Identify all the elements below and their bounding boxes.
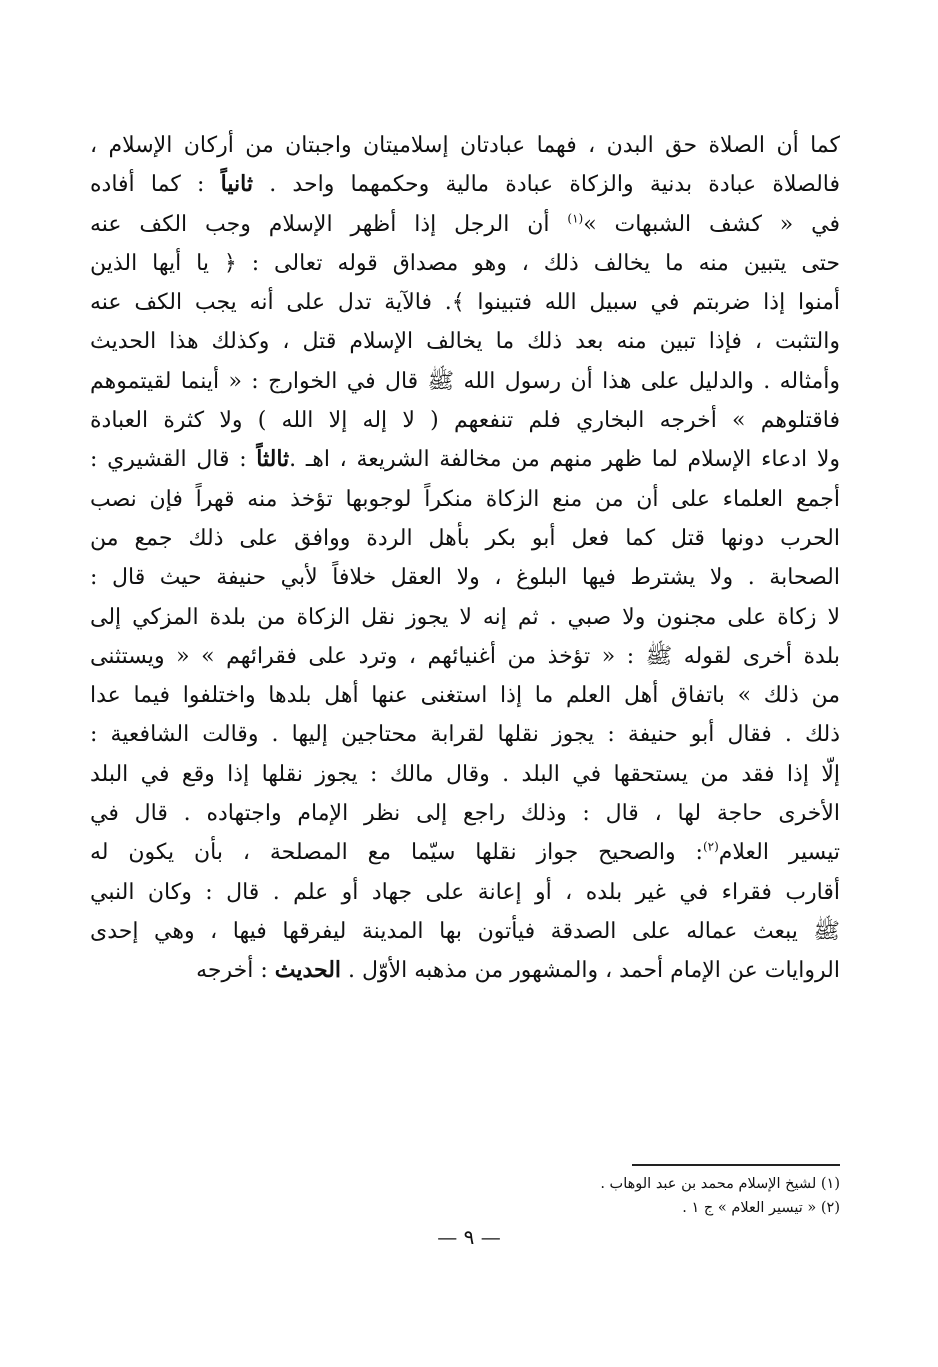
text-segment: أن الرجل إذا أظهر الإسلام وجب الكف عنه xyxy=(90,211,568,237)
text-line xyxy=(90,362,840,401)
text-line xyxy=(90,480,840,519)
page-number: — ٩ — xyxy=(437,1225,501,1249)
text-line xyxy=(90,676,840,715)
text-segment: في « كشف الشبهات » xyxy=(583,211,840,237)
text-segment: الصحابة . ولا يشترط فيها البلوغ ، ولا العقل خلافاً لأبي حنيفة حيث قال : xyxy=(90,565,840,591)
text-line xyxy=(90,794,840,833)
text-segment: ولا ادعاء الإسلام لما ظهر منهم من مخالفة الشريعة ، اهـ . xyxy=(289,447,840,473)
text-segment: تيسير العلام xyxy=(718,840,840,866)
text-segment: لا زكاة على مجنون ولا صبي . ثم إنه لا يجوز نقل الزكاة من بلدة المزكي إلى xyxy=(90,604,840,630)
text-segment: وأمثاله . والدليل على هذا أن رسول الله ﷺ قال في الخوارج : « أينما لقيتموهم xyxy=(90,368,840,394)
text-line xyxy=(90,322,840,361)
text-line xyxy=(90,126,840,165)
text-segment: : قال القشيري : xyxy=(90,447,257,473)
text-line xyxy=(90,873,840,912)
text-line xyxy=(90,519,840,558)
footnote-separator xyxy=(632,1164,840,1166)
text-line xyxy=(90,715,840,754)
text-segment: ﷺ يبعث عماله على الصدقة فيأتون بها المدينة ليفرقها فيها ، وهي إحدى xyxy=(90,918,840,944)
text-line xyxy=(90,283,840,322)
text-segment: كما أن الصلاة حق البدن ، فهما عبادتان إسلاميتان واجبتان من أركان الإسلام ، xyxy=(90,133,840,158)
text-line xyxy=(90,637,840,676)
text-line xyxy=(90,755,840,794)
text-line xyxy=(90,598,840,637)
text-segment: إلّا إذا فقد من يستحقها في البلد . وقال مالك : يجوز نقلها إذا وقع في البلد xyxy=(90,761,840,787)
text-line xyxy=(90,912,840,951)
text-segment: الحرب دونها قتل كما فعل أبو بكر بأهل الردة ووافق على ذلك جمع من xyxy=(90,525,840,551)
footnotes xyxy=(300,1172,840,1220)
text-segment: فالصلاة عبادة بدنية والزكاة عبادة مالية وحكمهما واحد . xyxy=(252,172,840,198)
bold-heading-word: ثالثاً xyxy=(256,446,290,473)
text-segment: : أخرجه xyxy=(196,958,275,984)
text-segment: أمنوا إذا ضربتم في سبيل الله فتبينوا ﴾. فالآية تدل على أنه يجب الكف عنه xyxy=(90,290,840,316)
text-line xyxy=(90,833,840,872)
main-text xyxy=(90,126,840,991)
text-line xyxy=(90,165,840,204)
text-segment: أقارب فقراء في غير بلده ، أو إعانة على جهاد أو علم . قال : وكان النبي xyxy=(90,879,840,905)
bold-heading-word: الحديث xyxy=(274,957,342,984)
text-line xyxy=(90,951,840,990)
footnote-1: (١) لشيخ الإسلام محمد بن عبد الوهاب . xyxy=(600,1176,840,1192)
text-segment: والتثبت ، فإذا تبين منه بعد ذلك ما يخالف الإسلام قتل ، وكذلك هذا الحديث xyxy=(90,329,840,355)
text-segment: فاقتلوهم » أخرجه البخاري فلم تنفعهم ( لا إله إلا الله ) ولا كثرة العبادة xyxy=(90,408,840,434)
text-segment: حتى يتبين منه ما يخالف ذلك ، وهو مصداق قوله تعالى : ﴿ يا أيها الذين xyxy=(90,250,840,276)
bold-heading-word: ثانياً xyxy=(220,171,253,198)
text-segment: ذلك . فقال أبو حنيفة : يجوز نقلها لقرابة محتاجين إليها . وقالت الشافعية : xyxy=(90,722,840,748)
text-line xyxy=(90,401,840,440)
text-line xyxy=(90,558,840,597)
text-line xyxy=(90,440,840,479)
text-line xyxy=(90,244,840,283)
text-line xyxy=(90,205,840,244)
footnote-marker: (٢) xyxy=(702,840,719,855)
text-segment: من ذلك » باتفاق أهل العلم ما إذا استغنى عنها أهل بلدها واختلفوا فيما عدا xyxy=(90,683,840,709)
text-segment: بلدة أخرى لقوله ﷺ : « تؤخذ من أغنيائهم ، وترد على فقرائهم » « ويستثنى xyxy=(90,643,840,669)
footnote-2: (٢) « تيسير العلام » ج ١ . xyxy=(682,1200,840,1216)
text-segment: : كما أفاده xyxy=(90,172,221,198)
text-segment: أجمع العلماء على أن من منع الزكاة منكراً لوجوبها تؤخذ منه قهراً فإن نصب xyxy=(90,486,840,512)
footnote-marker: (١) xyxy=(567,211,584,226)
text-segment: الروايات عن الإمام أحمد ، والمشهور من مذهبه الأوّل . xyxy=(341,958,840,984)
text-segment: : والصحيح جواز نقلها سيّما مع المصلحة ، بأن يكون له xyxy=(90,840,703,866)
text-segment: الأخرى حاجة لها ، قال : وذلك راجع إلى نظر الإمام واجتهاده . قال في xyxy=(90,801,840,827)
